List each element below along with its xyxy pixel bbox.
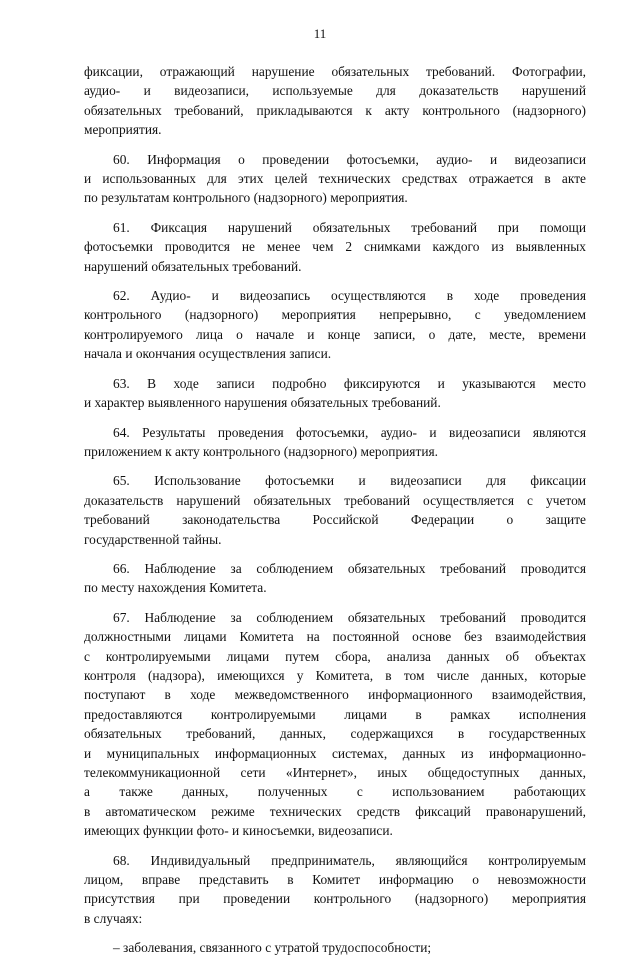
text-line: по результатам контрольного (надзорного) мероприятия. [84, 190, 408, 206]
paragraph-p68 [84, 851, 586, 929]
text-line: государственной тайны. [84, 531, 222, 547]
text-line: с контролируемыми лицами путем сбора, анализа данных об объектах [84, 648, 586, 664]
paragraph-p67 [84, 608, 586, 841]
text-line: нарушений обязательных требований. [84, 258, 302, 274]
text-line: доказательств нарушений обязательных требований осуществляется с учетом [84, 492, 586, 508]
text-line: мероприятия. [84, 122, 162, 138]
text-line: имеющих функции фото- и киносъемки, видеозаписи. [84, 823, 393, 839]
text-line: 64. Результаты проведения фотосъемки, аудио- и видеозаписи являются [113, 424, 586, 440]
paragraph-p63 [84, 374, 586, 413]
text-line: 67. Наблюдение за соблюдением обязательных требований проводится [113, 609, 586, 625]
text-line: 62. Аудио- и видеозапись осуществляются в ходе проведения [113, 288, 586, 304]
text-line: 61. Фиксация нарушений обязательных требований при помощи [113, 219, 586, 235]
text-line: фиксации, отражающий нарушение обязательных требований. Фотографии, [84, 64, 586, 79]
text-line: и характер выявленного нарушения обязательных требований. [84, 395, 441, 411]
text-line: 65. Использование фотосъемки и видеозаписи для фиксации [113, 473, 586, 489]
paragraph-p65 [84, 471, 586, 549]
text-line: начала и окончания осуществления записи. [84, 346, 332, 362]
text-line: должностными лицами Комитета на постоянной основе без взаимодействия [84, 629, 586, 645]
paragraph-p60 [84, 150, 586, 208]
text-line: лицом, вправе представить в Комитет информацию о невозможности [84, 872, 586, 888]
text-line: 63. В ходе записи подробно фиксируются и указываются место [113, 375, 586, 391]
text-line: контрольного (надзорного) мероприятия непрерывно, с уведомлением [84, 307, 586, 323]
text-line: обязательных требований, прикладываются к акту контрольного (надзорного) [84, 102, 586, 118]
text-line: а также данных, полученных с использованием работающих [84, 784, 586, 800]
text-line: и муниципальных информационных системах, данных из информационно- [84, 745, 586, 761]
text-line: аудио- и видеозаписи, используемые для доказательств нарушений [84, 83, 586, 99]
text-line: в автоматическом режиме технических средств фиксаций правонарушений, [84, 803, 586, 819]
bullet-item: – заболевания, связанного с утратой трудоспособности; [113, 940, 432, 956]
paragraph-p66 [84, 559, 586, 598]
text-line: поступают в ходе межведомственного информационного взаимодействия, [84, 687, 586, 703]
text-line: обязательных требований, данных, содержащихся в государственных [84, 726, 586, 742]
page-number: 11 [313, 26, 327, 41]
text-line: присутствия при проведении контрольного (надзорного) мероприятия [84, 891, 586, 907]
paragraph-p62 [84, 286, 586, 364]
text-line: контроля (надзора), имеющихся у Комитета, в том числе данных, которые [84, 667, 586, 683]
paragraph-p61 [84, 218, 586, 276]
text-line: телекоммуникационной сети «Интернет», иных общедоступных данных, [84, 765, 586, 780]
text-line: и использованных для этих целей технических средствах отражается в акте [84, 171, 586, 187]
paragraph-p59-cont [84, 62, 586, 140]
text-line: требований законодательства Российской Федерации о защите [84, 512, 586, 528]
text-line: контролируемого лица о начале и конце записи, о дате, месте, времени [84, 326, 586, 342]
text-line: приложением к акту контрольного (надзорного) мероприятия. [84, 443, 438, 459]
text-line: 68. Индивидуальный предприниматель, являющийся контролируемым [113, 852, 586, 868]
text-line: в случаях: [84, 910, 143, 926]
text-line: фотосъемки проводится не менее чем 2 снимками каждого из выявленных [84, 239, 586, 255]
text-line: по месту нахождения Комитета. [84, 580, 267, 596]
paragraph-p64 [84, 423, 586, 462]
text-line: 66. Наблюдение за соблюдением обязательных требований проводится [113, 560, 586, 576]
document-body [84, 62, 586, 958]
text-line: 60. Информация о проведении фотосъемки, аудио- и видеозаписи [113, 151, 586, 167]
text-line: предоставляются контролируемыми лицами в рамках исполнения [84, 706, 586, 722]
